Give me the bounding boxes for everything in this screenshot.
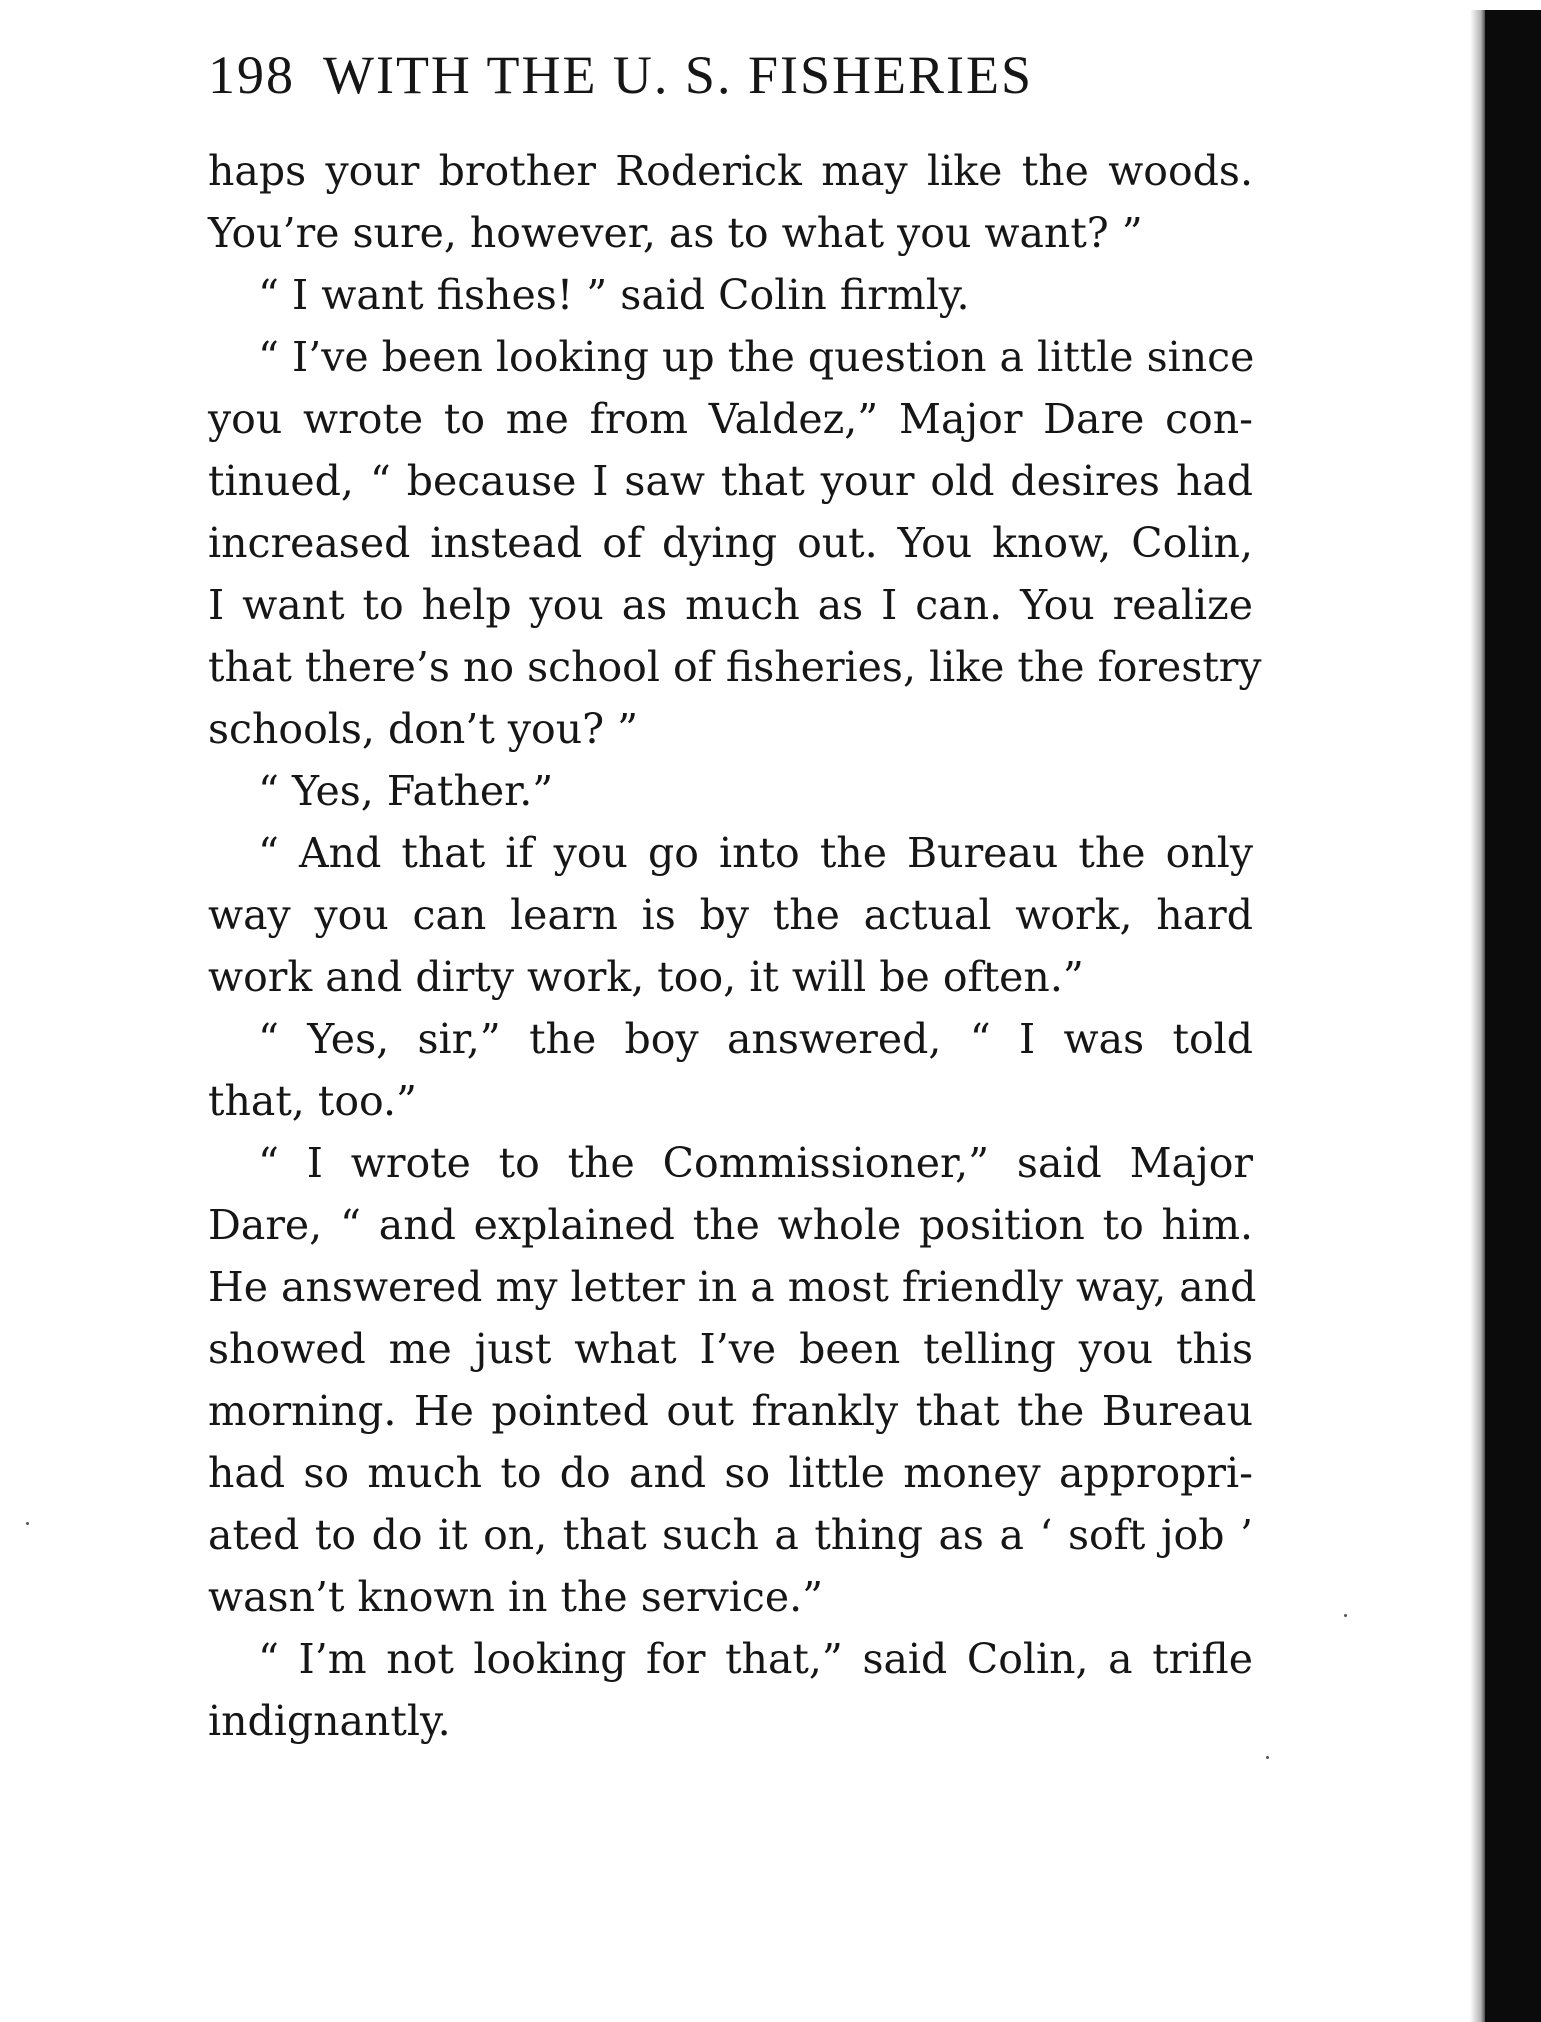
text-line: you wrote to me from Valdez,” Major Dare con-	[208, 395, 1253, 443]
text-line: morning. He pointed out frankly that the Bureau	[208, 1387, 1253, 1435]
text-line: ated to do it on, that such a thing as a ‘ soft job ’	[208, 1511, 1253, 1559]
text-line: indignantly.	[208, 1697, 451, 1745]
text-line: wasn’t known in the service.”	[208, 1573, 824, 1621]
page-edge-shadow	[1485, 10, 1541, 2022]
text-line: work and dirty work, too, it will be often.”	[208, 953, 1084, 1001]
text-line: “ I’ve been looking up the question a little since	[258, 333, 1255, 381]
text-line: tinued, “ because I saw that your old desires had	[208, 457, 1253, 505]
text-line: Dare, “ and explained the whole position to him.	[208, 1201, 1253, 1249]
scan-speck	[1266, 1756, 1269, 1759]
scan-speck	[26, 1522, 29, 1525]
text-line: “ I wrote to the Commissioner,” said Major	[258, 1139, 1253, 1187]
text-line: “ Yes, Father.”	[258, 767, 554, 815]
text-line: way you can learn is by the actual work, hard	[208, 891, 1253, 939]
text-line: schools, don’t you? ”	[208, 705, 639, 753]
text-line: “ And that if you go into the Bureau the only	[258, 829, 1253, 877]
text-line: that, too.”	[208, 1077, 417, 1125]
text-line: “ I’m not looking for that,” said Colin, a trifle	[258, 1635, 1253, 1683]
text-line: that there’s no school of fisheries, like the forestry	[208, 643, 1262, 691]
text-line: He answered my letter in a most friendly way, and	[208, 1263, 1257, 1311]
text-line: I want to help you as much as I can. You realize	[208, 581, 1253, 629]
running-title: WITH THE U. S. FISHERIES	[323, 45, 1034, 105]
body-text	[208, 140, 1262, 1752]
page-number: 198	[208, 45, 295, 105]
text-line: “ I want fishes! ” said Colin firmly.	[258, 271, 970, 319]
text-line: had so much to do and so little money appropri-	[208, 1449, 1253, 1497]
running-head	[208, 44, 1033, 106]
text-line: haps your brother Roderick may like the woods.	[208, 147, 1253, 195]
text-line: increased instead of dying out. You know, Colin,	[208, 519, 1253, 567]
scan-speck	[1344, 1614, 1347, 1617]
text-line: showed me just what I’ve been telling you this	[208, 1325, 1253, 1373]
text-line: “ Yes, sir,” the boy answered, “ I was told	[258, 1015, 1253, 1063]
text-line: You’re sure, however, as to what you want? ”	[208, 209, 1143, 257]
